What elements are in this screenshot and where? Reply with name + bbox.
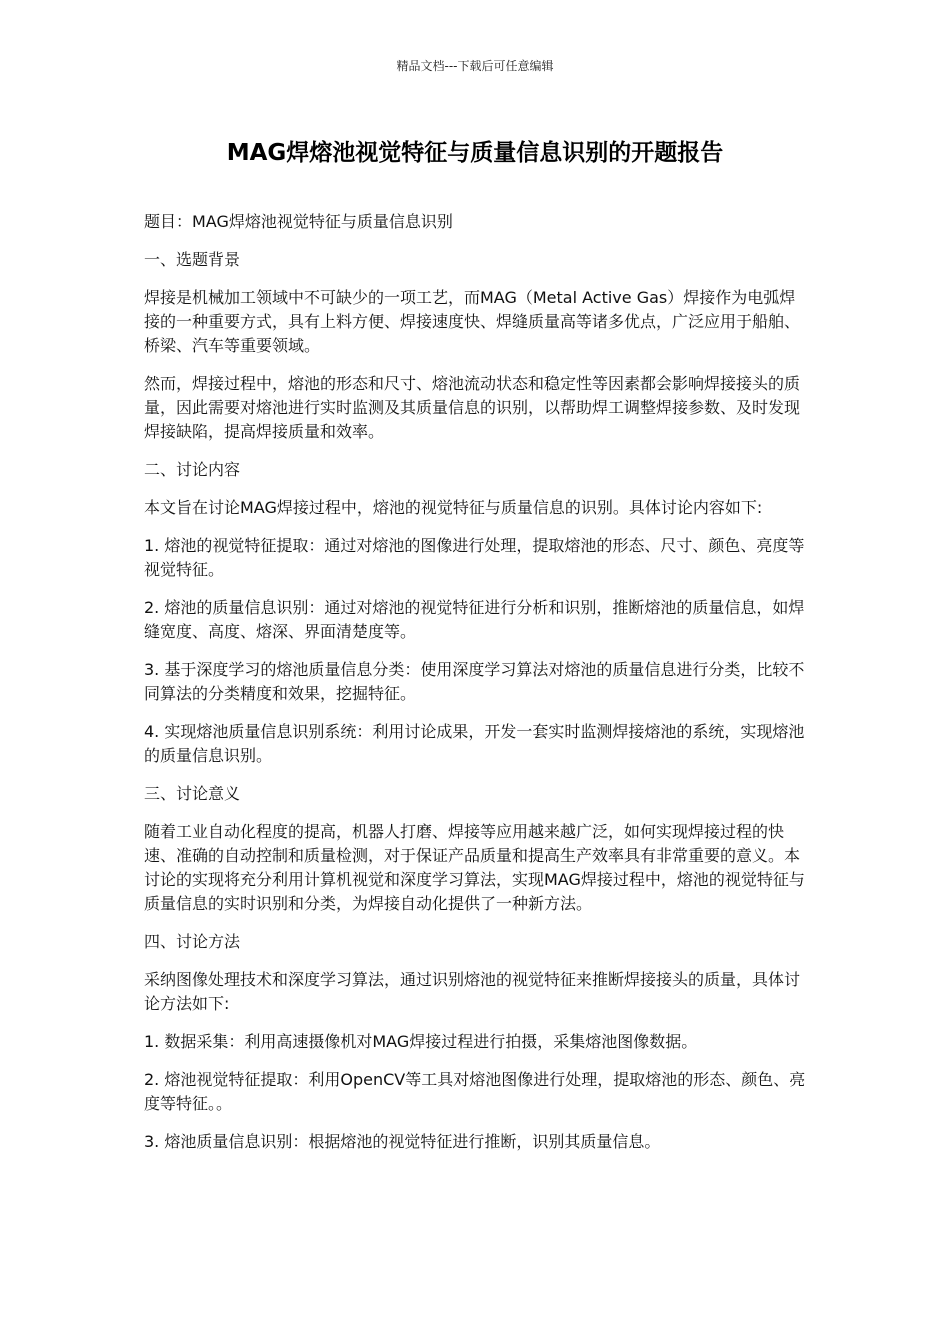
paragraph: 然而，焊接过程中，熔池的形态和尺寸、熔池流动状态和稳定性等因素都会影响焊接接头的质量，因此需要对熔池进行实时监测及其质量信息的识别，以帮助焊工调整焊接参数、及时发现焊接缺陷，提高焊接质量和效率。 bbox=[144, 374, 801, 441]
section-heading-significance: 三、讨论意义 bbox=[144, 784, 241, 803]
list-item: 4. 实现熔池质量信息识别系统：利用讨论成果，开发一套实时监测焊接熔池的系统，实现熔池的质量信息识别。 bbox=[144, 722, 805, 765]
section-heading-background: 一、选题背景 bbox=[144, 250, 241, 269]
document-title: MAG焊熔池视觉特征与质量信息识别的开题报告 bbox=[226, 140, 724, 166]
paragraph: 采纳图像处理技术和深度学习算法，通过识别熔池的视觉特征来推断焊接接头的质量，具体讨论方法如下: bbox=[144, 970, 801, 1013]
paragraph: 随着工业自动化程度的提高，机器人打磨、焊接等应用越来越广泛，如何实现焊接过程的快速、准确的自动控制和质量检测，对于保证产品质量和提高生产效率具有非常重要的意义。本讨论的实现将充分利用计算机视觉和深度学习算法，实现MAG焊接过程中，熔池的视觉特征与质量信息的实时识别和分类，为焊接自动化提供了一种新方法。 bbox=[144, 822, 805, 913]
section-heading-method: 四、讨论方法 bbox=[144, 932, 241, 951]
paragraph: 焊接是机械加工领域中不可缺少的一项工艺，而MAG（Metal Active Gas）焊接作为电弧焊接的一种重要方式，具有上料方便、焊接速度快、焊缝质量高等诸多优点，广泛应用于船舶、桥梁、汽车等重要领域。 bbox=[144, 288, 801, 355]
list-item: 1. 数据采集：利用高速摄像机对MAG焊接过程进行拍摄，采集熔池图像数据。 bbox=[144, 1032, 698, 1051]
list-item: 2. 熔池的质量信息识别：通过对熔池的视觉特征进行分析和识别，推断熔池的质量信息，如焊缝宽度、高度、熔深、界面清楚度等。 bbox=[144, 598, 805, 641]
document-body bbox=[144, 210, 810, 1168]
list-item: 3. 熔池质量信息识别：根据熔池的视觉特征进行推断，识别其质量信息。 bbox=[144, 1132, 661, 1151]
list-item: 3. 基于深度学习的熔池质量信息分类：使用深度学习算法对熔池的质量信息进行分类，比较不同算法的分类精度和效果，挖掘特征。 bbox=[144, 660, 805, 703]
section-heading-content: 二、讨论内容 bbox=[144, 460, 241, 479]
list-item: 2. 熔池视觉特征提取：利用OpenCV等工具对熔池图像进行处理，提取熔池的形态、颜色、亮度等特征。。 bbox=[144, 1070, 806, 1113]
header-note: 精品文档---下载后可任意编辑 bbox=[396, 59, 554, 73]
list-item: 1. 熔池的视觉特征提取：通过对熔池的图像进行处理，提取熔池的形态、尺寸、颜色、亮度等视觉特征。 bbox=[144, 536, 805, 579]
paragraph: 本文旨在讨论MAG焊接过程中，熔池的视觉特征与质量信息的识别。具体讨论内容如下: bbox=[144, 498, 763, 517]
paragraph-topic: 题目：MAG焊熔池视觉特征与质量信息识别 bbox=[144, 212, 453, 231]
